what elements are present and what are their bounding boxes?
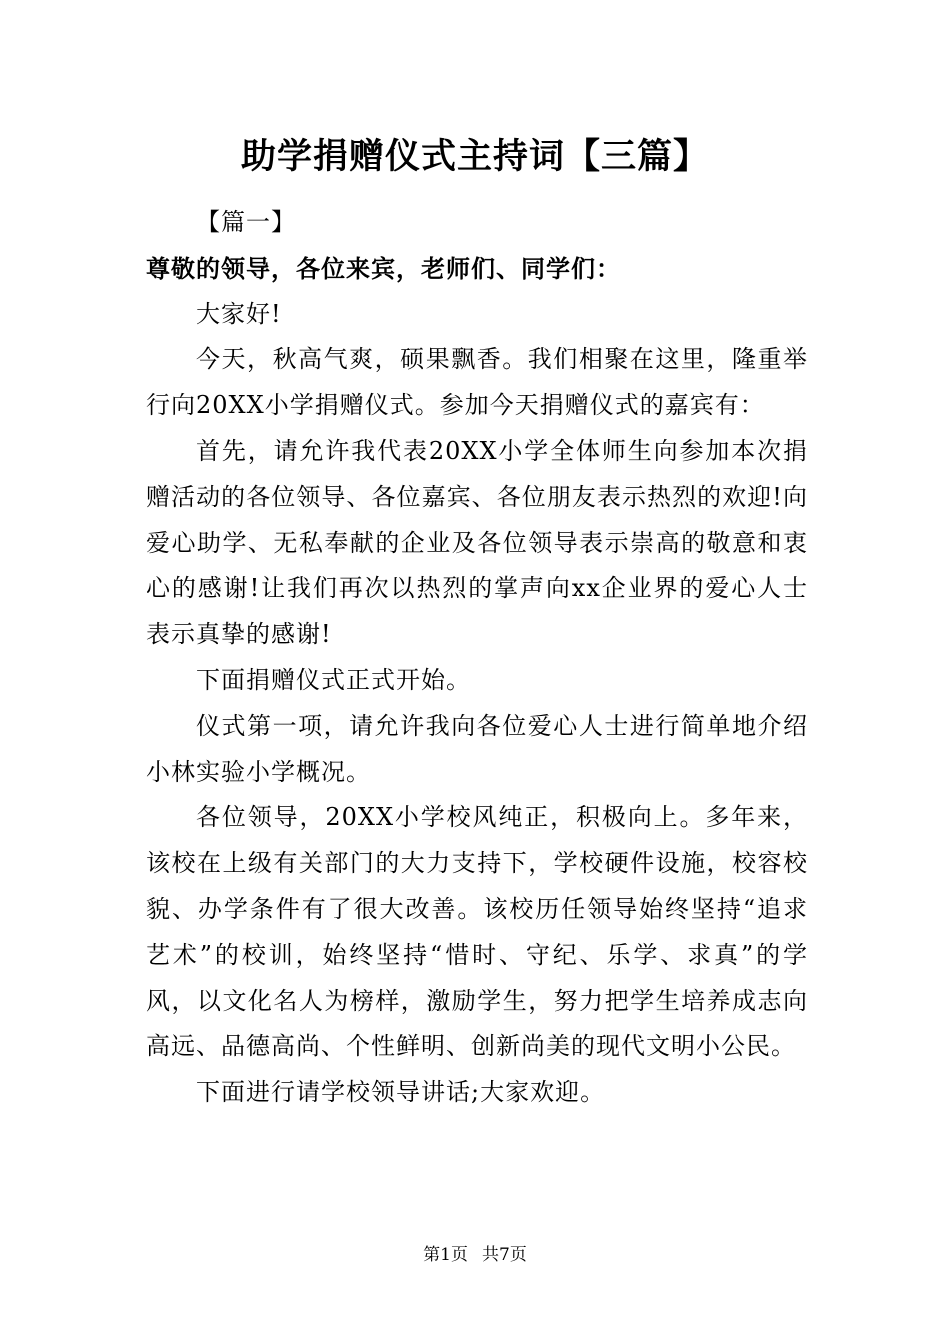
document-body xyxy=(146,200,808,1116)
paragraph-opening: 今天，秋高气爽，硕果飘香。我们相聚在这里，隆重举行向20XX小学捐赠仪式。参加今天捐赠仪式的嘉宾有： xyxy=(146,345,808,420)
page-footer xyxy=(0,1243,950,1267)
document-title: 助学捐赠仪式主持词【三篇】 xyxy=(240,136,709,177)
section-label: 【篇一】 xyxy=(196,208,296,236)
page-total: 共7页 xyxy=(482,1245,527,1265)
salutation: 尊敬的领导，各位来宾，老师们、同学们： xyxy=(146,253,621,283)
paragraph-greeting: 大家好! xyxy=(196,299,282,328)
paragraph-item-one: 仪式第一项，请允许我向各位爱心人士进行简单地介绍小林实验小学概况。 xyxy=(146,711,808,786)
paragraph-welcome: 首先，请允许我代表20XX小学全体师生向参加本次捐赠活动的各位领导、各位嘉宾、各位朋友表示热烈的欢迎!向爱心助学、无私奉献的企业及各位领导表示崇高的敬意和衷心的感谢!让我们再次以热烈的掌声向xx企业界的爱心人士表示真挚的感谢! xyxy=(146,436,808,649)
paragraph-start: 下面捐赠仪式正式开始。 xyxy=(196,665,471,694)
page-number: 第1页 xyxy=(423,1245,468,1265)
paragraph-leader-speech: 下面进行请学校领导讲话;大家欢迎。 xyxy=(196,1078,606,1107)
paragraph-school-intro: 各位领导，20XX小学校风纯正，积极向上。多年来，该校在上级有关部门的大力支持下，学校硬件设施，校容校貌、办学条件有了很大改善。该校历任领导始终坚持“追求艺术”的校训，始终坚持“惜时、守纪、乐学、求真”的学风，以文化名人为榜样，激励学生，努力把学生培养成志向高远、品德高尚、个性鲜明、创新尚美的现代文明小公民。 xyxy=(146,803,808,1061)
